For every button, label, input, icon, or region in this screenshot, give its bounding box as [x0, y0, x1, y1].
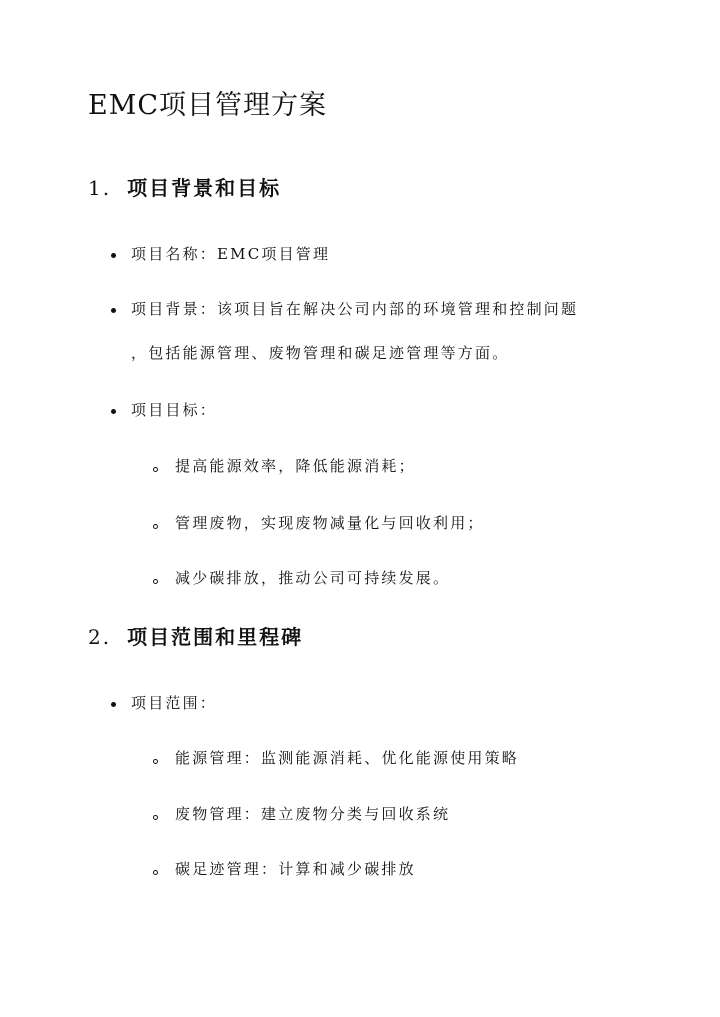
goal-item: 管理废物，实现废物减量化与回收利用；: [175, 514, 485, 532]
section-title-1: 项目背景和目标: [127, 176, 282, 200]
circle-bullet-icon: [153, 759, 158, 764]
bullet-icon: [111, 308, 116, 313]
section-heading-2: [88, 623, 303, 651]
bullet-icon: [111, 702, 116, 707]
circle-bullet-icon: [153, 815, 158, 820]
goal-item: 提高能源效率，降低能源消耗；: [175, 457, 416, 475]
section-heading-1: [88, 174, 281, 202]
section-number-2: 2.: [88, 625, 112, 649]
circle-bullet-icon: [153, 524, 158, 529]
document-title: EMC项目管理方案: [88, 90, 328, 121]
list-item-project-background-continued: ，包括能源管理、废物管理和碳足迹管理等方面。: [131, 344, 510, 362]
circle-bullet-icon: [153, 579, 158, 584]
bullet-icon: [111, 409, 116, 414]
bullet-icon: [111, 253, 116, 258]
circle-bullet-icon: [153, 467, 158, 472]
circle-bullet-icon: [153, 870, 158, 875]
scope-item: 废物管理：建立废物分类与回收系统: [175, 805, 451, 823]
goal-item: 减少碳排放，推动公司可持续发展。: [175, 569, 451, 587]
list-item-project-goals: 项目目标：: [131, 401, 218, 419]
section-title-2: 项目范围和里程碑: [127, 625, 304, 649]
scope-item: 能源管理：监测能源消耗、优化能源使用策略: [175, 749, 520, 767]
scope-item: 碳足迹管理：计算和减少碳排放: [175, 860, 416, 878]
section-number-1: 1.: [88, 176, 112, 200]
list-item-project-background: 项目背景：该项目旨在解决公司内部的环境管理和控制问题: [131, 300, 579, 318]
list-item-project-name: 项目名称：EMC项目管理: [131, 245, 331, 263]
list-item-project-scope: 项目范围：: [131, 694, 218, 712]
